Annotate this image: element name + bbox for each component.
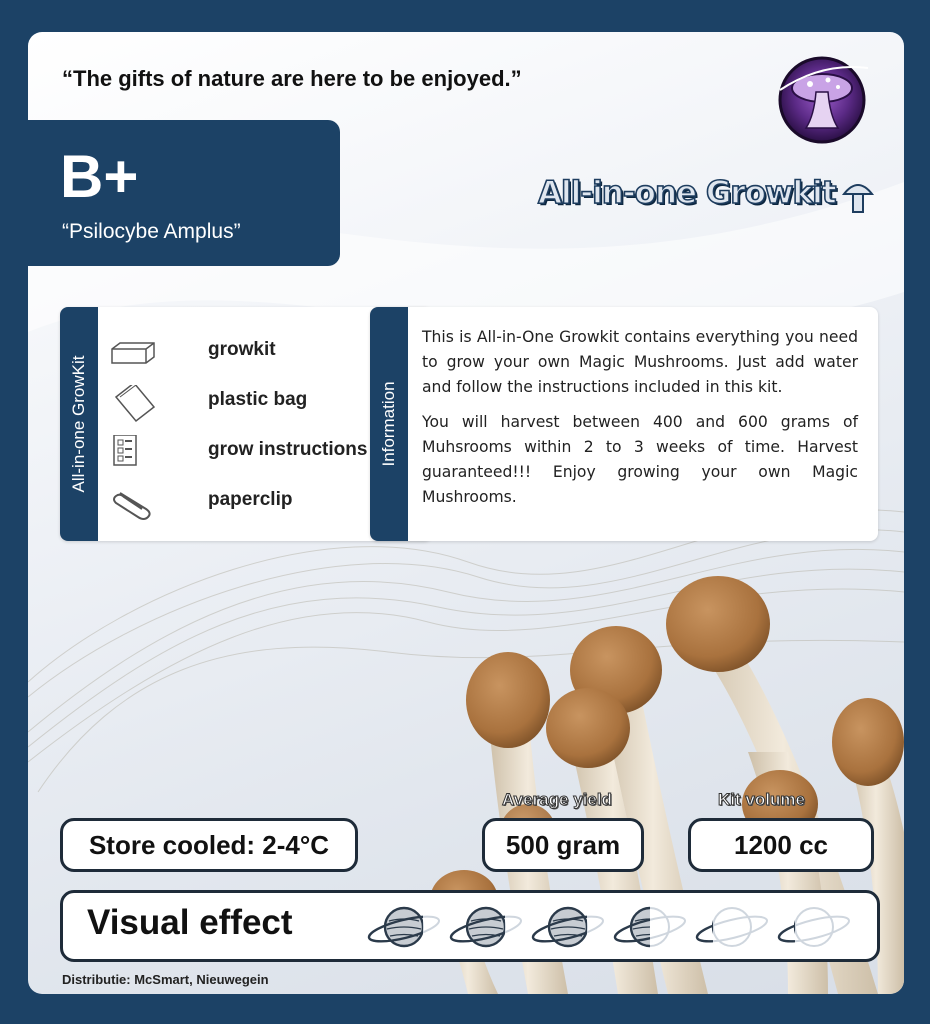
brand-title: All-in-one Growkit bbox=[538, 175, 836, 211]
kit-contents-side-bar bbox=[60, 307, 98, 541]
information-side-label: Information bbox=[379, 381, 398, 467]
grade-panel bbox=[28, 120, 340, 266]
information-text bbox=[422, 325, 858, 520]
species-name: “Psilocybe Amplus” bbox=[62, 220, 241, 243]
planet-full-icon bbox=[445, 899, 527, 955]
slogan-quote: “The gifts of nature are here to be enjoyed.” bbox=[62, 66, 522, 91]
plastic-bag-icon bbox=[106, 385, 158, 425]
product-card bbox=[28, 32, 904, 994]
instructions-icon bbox=[106, 435, 158, 475]
mushroom-glyph-icon bbox=[840, 178, 876, 216]
paperclip-icon bbox=[106, 485, 158, 525]
average-yield-label: Average yield bbox=[502, 790, 612, 809]
information-side-bar bbox=[370, 307, 408, 541]
visual-effect-label: Visual effect bbox=[87, 903, 293, 942]
kit-volume-value: 1200 cc bbox=[688, 818, 874, 872]
kit-item-label: grow instructions bbox=[208, 439, 368, 460]
kit-item-label: growkit bbox=[208, 339, 276, 360]
planet-half-icon bbox=[609, 899, 691, 955]
kit-volume-label: Kit volume bbox=[718, 790, 805, 809]
planet-empty-icon bbox=[773, 899, 855, 955]
information-paragraph-2: You will harvest between 400 and 600 grams of Muhsrooms within 2 to 3 weeks of time. Harvest guaranteed!!! Enjoy growing your own Magic Mushrooms. bbox=[422, 413, 858, 506]
distributor-footer: Distributie: McSmart, Nieuwegein bbox=[62, 972, 269, 987]
kit-contents-side-label: All-in-one GrowKit bbox=[69, 355, 88, 493]
kit-item-label: paperclip bbox=[208, 489, 293, 510]
grade-rating: B+ bbox=[60, 143, 139, 210]
brand-logo-icon bbox=[776, 54, 868, 146]
visual-effect-rating bbox=[60, 890, 880, 962]
planet-full-icon bbox=[527, 899, 609, 955]
average-yield-value: 500 gram bbox=[482, 818, 644, 872]
information-panel bbox=[370, 307, 878, 541]
information-paragraph-1: This is All-in-One Growkit contains everything you need to grow your own Magic Mushrooms. Just add water and follow the instructions included in this kit. bbox=[422, 328, 858, 396]
planet-empty-icon bbox=[691, 899, 773, 955]
store-cooled-badge: Store cooled: 2-4°C bbox=[60, 818, 358, 872]
kit-item-label: plastic bag bbox=[208, 389, 308, 410]
planet-full-icon bbox=[363, 899, 445, 955]
box-icon bbox=[106, 335, 158, 375]
